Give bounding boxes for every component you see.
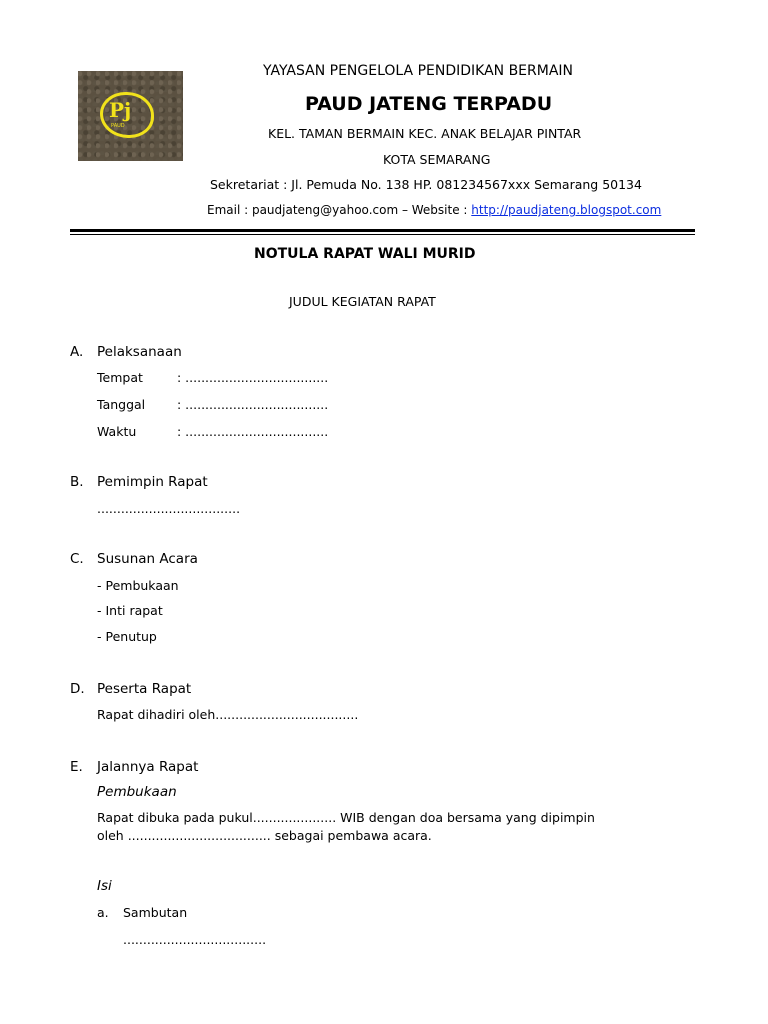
field-label-tanggal: Tanggal	[97, 397, 146, 412]
section-d-heading: Peserta Rapat	[97, 681, 192, 697]
agenda-item: - Penutup	[97, 629, 157, 644]
foundation-logo	[78, 71, 183, 161]
document-subtitle: JUDUL KEGIATAN RAPAT	[289, 294, 436, 309]
letterhead-divider-thick	[70, 229, 695, 232]
section-c-heading: Susunan Acara	[97, 551, 198, 567]
opening-text-line2: oleh .................................... sebagai pembawa acara.	[97, 828, 432, 843]
sub-item-label: Sambutan	[123, 905, 188, 920]
foundation-name: YAYASAN PENGELOLA PENDIDIKAN BERMAIN	[263, 63, 574, 79]
agenda-item: - Inti rapat	[97, 603, 163, 618]
attendees-text: Rapat dihadiri oleh....................................	[97, 707, 359, 722]
opening-subheading: Pembukaan	[97, 784, 177, 800]
address-line: KEL. TAMAN BERMAIN KEC. ANAK BELAJAR PINTAR	[268, 126, 582, 141]
section-c-letter: C.	[70, 551, 84, 567]
document-title: NOTULA RAPAT WALI MURID	[254, 246, 476, 262]
logo-text: Pj	[109, 98, 132, 122]
section-b-letter: B.	[70, 474, 84, 490]
website-link[interactable]: http://paudjateng.blogspot.com	[471, 203, 662, 217]
email-text: Email : paudjateng@yahoo.com – Website :	[207, 203, 472, 217]
section-a-letter: A.	[70, 344, 84, 360]
section-b-heading: Pemimpin Rapat	[97, 474, 208, 490]
agenda-item: - Pembukaan	[97, 578, 179, 593]
sub-item-letter: a.	[97, 905, 109, 920]
section-e-letter: E.	[70, 759, 83, 775]
section-d-letter: D.	[70, 681, 85, 697]
letterhead-divider-thin	[70, 234, 695, 235]
logo-subtext: PAUD	[111, 123, 125, 129]
city-line: KOTA SEMARANG	[383, 152, 491, 167]
school-name: PAUD JATENG TERPADU	[305, 93, 553, 115]
field-label-tempat: Tempat	[97, 370, 143, 385]
secretariat-line: Sekretariat : Jl. Pemuda No. 138 HP. 081234567xxx Semarang 50134	[210, 177, 642, 192]
leader-placeholder: ....................................	[97, 501, 241, 516]
field-value-tempat: : ....................................	[177, 370, 329, 385]
content-subheading: Isi	[97, 878, 112, 894]
field-value-waktu: : ....................................	[177, 424, 329, 439]
field-label-waktu: Waktu	[97, 424, 137, 439]
opening-text-line1: Rapat dibuka pada pukul..................... WIB dengan doa bersama yang dipimpin	[97, 810, 595, 825]
section-a-heading: Pelaksanaan	[97, 344, 182, 360]
section-e-heading: Jalannya Rapat	[97, 759, 199, 775]
contact-line	[207, 203, 661, 217]
logo-emblem	[100, 92, 154, 138]
field-value-tanggal: : ....................................	[177, 397, 329, 412]
speech-placeholder: ....................................	[123, 932, 267, 947]
